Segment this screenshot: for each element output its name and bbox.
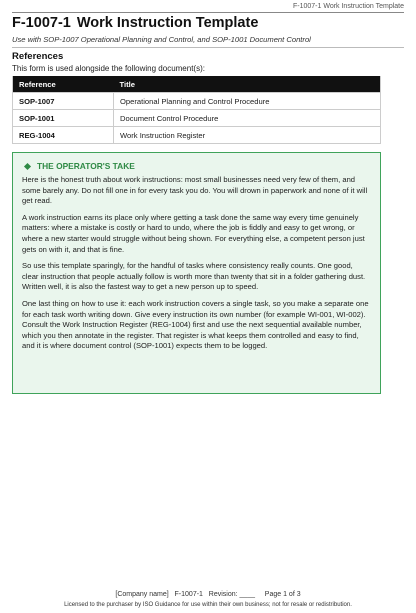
reference-code: REG-1004 bbox=[13, 127, 114, 144]
reference-code: SOP-1001 bbox=[13, 110, 114, 127]
table-row bbox=[13, 110, 381, 127]
document-title: Work Instruction Template bbox=[76, 15, 259, 31]
reference-title: Operational Planning and Control Procedure bbox=[114, 93, 381, 110]
running-header: F-1007-1 Work Instruction Template bbox=[292, 3, 404, 10]
document-code: F-1007-1 bbox=[12, 15, 71, 31]
diamond-icon bbox=[24, 162, 31, 169]
table-header-row bbox=[13, 76, 381, 93]
header-rule bbox=[12, 12, 404, 13]
operators-take-heading-row bbox=[22, 161, 371, 171]
page-title bbox=[12, 15, 258, 31]
licence-notice: Licensed to the purchaser by ISO Guidance for use within their own business; not for resale or redistribution. bbox=[64, 602, 352, 608]
table-row bbox=[13, 127, 381, 144]
references-heading: References bbox=[12, 51, 64, 62]
callout-paragraph: Here is the honest truth about work instructions: most small businesses need very few of them, and some barely any. Do not fill one in for every task you do. You will drown in paperwork and none of it will get read. bbox=[22, 175, 368, 206]
reference-code: SOP-1007 bbox=[13, 93, 114, 110]
operators-take-callout bbox=[12, 152, 381, 394]
column-header-reference: Reference bbox=[13, 76, 114, 93]
operators-take-heading: THE OPERATOR'S TAKE bbox=[37, 161, 135, 171]
callout-paragraph: So use this template sparingly, for the handful of tasks where consistency really counts. One good, clear instruction that people actually follow is worth more than twenty that sit in a folder gathering dust. Written well, it is also the fastest way to get a new person up to speed. bbox=[22, 261, 366, 292]
reference-title: Document Control Procedure bbox=[114, 110, 381, 127]
page-footer: [Company name] F-1007-1 Revision: ____ Page 1 of 3 bbox=[115, 591, 301, 598]
subtitle-rule bbox=[12, 47, 404, 48]
references-table bbox=[12, 76, 381, 144]
document-subtitle: Use with SOP-1007 Operational Planning and Control, and SOP-1001 Document Control bbox=[12, 35, 311, 44]
table-row bbox=[13, 93, 381, 110]
references-intro: This form is used alongside the following document(s): bbox=[12, 64, 205, 73]
reference-title: Work Instruction Register bbox=[114, 127, 381, 144]
callout-paragraph: A work instruction earns its place only where getting a task done the same way every time genuinely matters: where a mistake is costly or hard to undo, where the job is fiddly and easy to get wrong, or where a new starter would struggle without being shown. For everything else, a competent person just gets on with it, and that is fine. bbox=[22, 212, 365, 254]
column-header-title: Title bbox=[114, 76, 381, 93]
callout-paragraph: One last thing on how to use it: each work instruction covers a single task, so you make a separate one for each task worth writing down. Give every instruction its own number (for example WI-001, WI-002). Consult the Work Instruction Register (REG-1004) first and use the next sequential available number, which you then annotate in the register. That register is what keeps them controlled and easy to find, and it is where document control (SOP-1001) expects them to be logged. bbox=[22, 298, 369, 351]
